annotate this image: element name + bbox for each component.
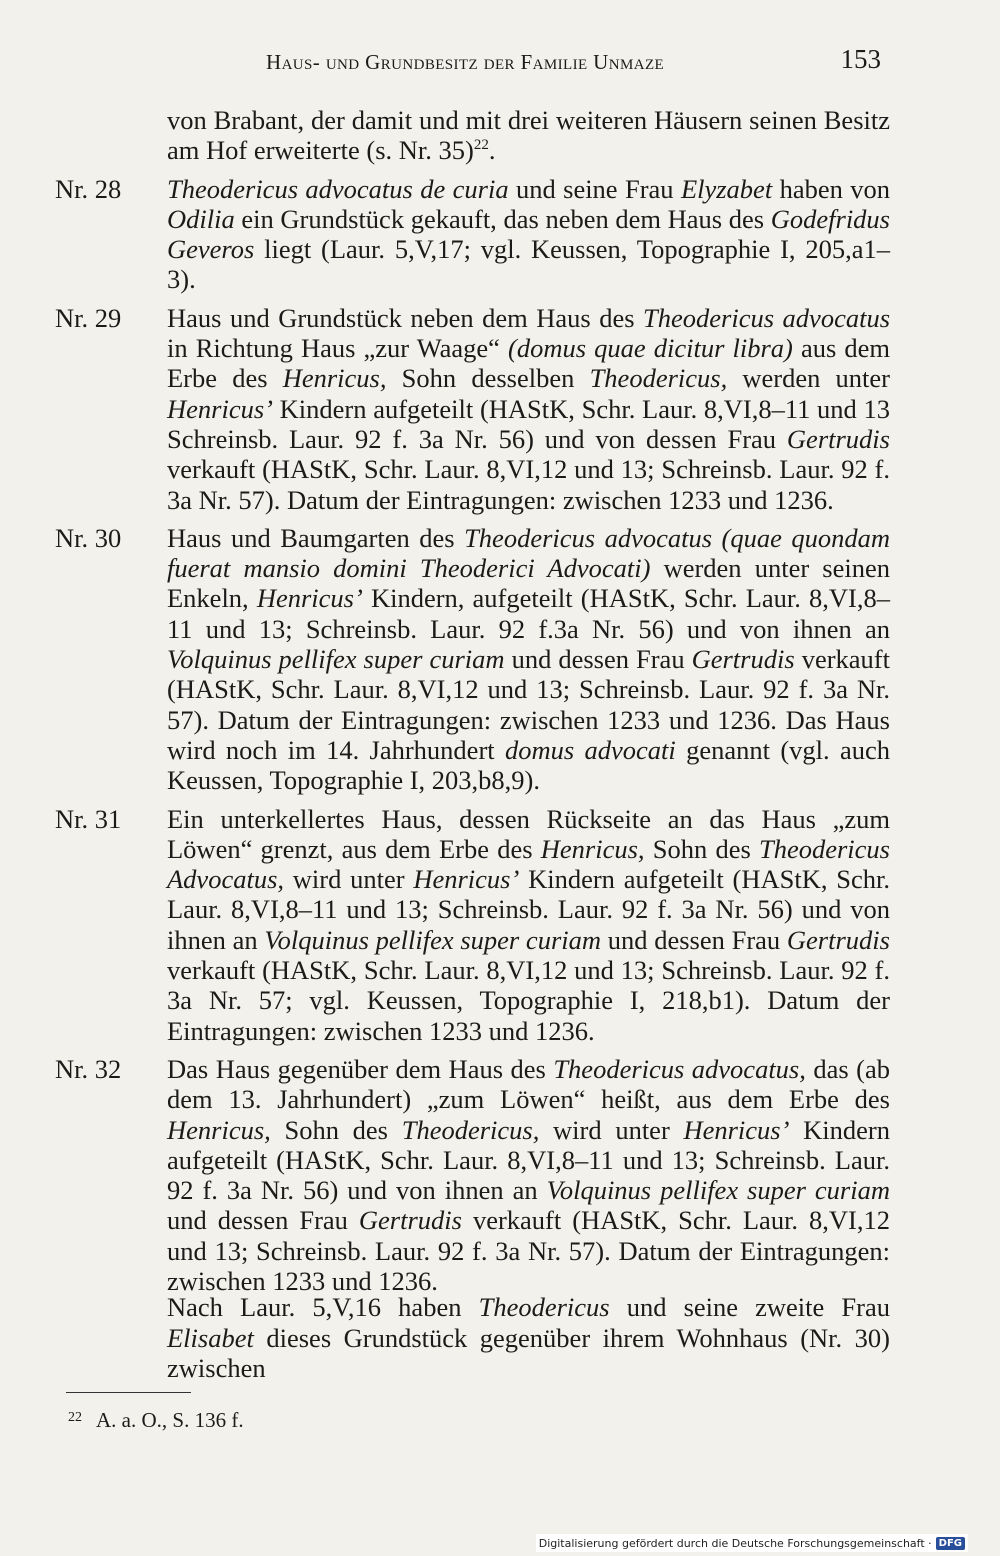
entry-number: Nr. 28	[55, 173, 122, 204]
entry-nr32-continuation: Nach Laur. 5,V,16 haben Theodericus und seine zweite Frau Elisabet dieses Grundstück gegenüber ihrem Wohnhaus (Nr. 30) zwischen	[167, 1292, 890, 1383]
credit-text: Digitalisierung gefördert durch die Deutsche Forschungsgemeinschaft ·	[538, 1536, 932, 1550]
entry-text: Ein unterkellertes Haus, dessen Rückseite an das Haus „zum Löwen“ grenzt, aus dem Erbe des Henricus, Sohn des Theodericus Advocatus, wird unter Henricus’ Kindern aufgeteilt (HAStK, Schr. Laur. 8,VI,8–11 und 13; Schreinsb. Laur. 92 f. 3a Nr. 56) und von ihnen an Volquinus pellifex super curiam und dessen Frau Gertrudis verkauft (HAStK, Schr. Laur. 8,VI,12 und 13; Schreinsb. Laur. 92 f. 3a Nr. 57; vgl. Keussen, Topographie I, 218,b1). Datum der Eintragungen: zwischen 1233 und 1236.	[167, 803, 890, 1046]
entry-text: Haus und Grundstück neben dem Haus des Theodericus advocatus in Richtung Haus „zur Waage“ (domus quae dicitur libra) aus dem Erbe des Henricus, Sohn desselben Theodericus, werden unter Henricus’ Kindern aufgeteilt (HAStK, Schr. Laur. 8,VI,8–11 und 13 Schreinsb. Laur. 92 f. 3a Nr. 56) und von dessen Frau Gertrudis verkauft (HAStK, Schr. Laur. 8,VI,12 und 13; Schreinsb. Laur. 92 f. 3a Nr. 57). Datum der Eintragungen: zwischen 1233 und 1236.	[167, 302, 891, 515]
entry-text: Haus und Baumgarten des Theodericus advocatus (quae quondam fuerat mansio domini Theoderici Advocati) werden unter seinen Enkeln, Henricus’ Kindern, aufgeteilt (HAStK, Schr. Laur. 8,VI,8–11 und 13; Schreinsb. Laur. 92 f.3a Nr. 56) und von ihnen an Volquinus pellifex super curiam und dessen Frau Gertrudis verkauft (HAStK, Schr. Laur. 8,VI,12 und 13; Schreinsb. Laur. 92 f. 3a Nr. 57). Datum der Eintragungen: zwischen 1233 und 1236. Das Haus wird noch im 14. Jahrhundert domus advocati genannt (vgl. auch Keussen, Topographie I, 203,b8,9).	[167, 522, 891, 796]
dfg-logo-icon: DFG	[936, 1537, 965, 1550]
entry-nr28	[55, 174, 890, 295]
running-title: Haus- und Grundbesitz der Familie Unmaze	[266, 50, 665, 74]
entry-number: Nr. 29	[55, 302, 122, 333]
footnote-divider	[66, 1392, 191, 1393]
digitization-credit	[536, 1534, 968, 1552]
entry-nr29	[55, 303, 890, 515]
footnote-number: 22	[68, 1410, 82, 1425]
entry-nr31	[55, 804, 890, 1046]
entry-number: Nr. 31	[55, 803, 122, 834]
footnote-text: A. a. O., S. 136 f.	[96, 1408, 244, 1432]
entry-text: Theodericus advocatus de curia und seine Frau Elyzabet haben von Odilia ein Grundstück gekauft, das neben dem Haus des Godefridus Geveros liegt (Laur. 5,V,17; vgl. Keussen, Topographie I, 205,a1–3).	[167, 173, 890, 295]
entry-nr32	[55, 1054, 890, 1296]
footnote	[68, 1408, 244, 1433]
entry-nr30	[55, 523, 890, 796]
entry-number: Nr. 30	[55, 522, 122, 553]
footnote-ref: 22	[473, 137, 489, 154]
entry-text: Das Haus gegenüber dem Haus des Theodericus advocatus, das (ab dem 13. Jahrhundert) „zum Löwen“ heißt, aus dem Erbe des Henricus, Sohn des Theodericus, wird unter Henricus’ Kindern aufgeteilt (HAStK, Schr. Laur. 8,VI,8–11 und 13; Schreinsb. Laur. 92 f. 3a Nr. 56) und von ihnen an Volquinus pellifex super curiam und dessen Frau Gertrudis verkauft (HAStK, Schr. Laur. 8,VI,12 und 13; Schreinsb. Laur. 92 f. 3a Nr. 57). Datum der Eintragungen: zwischen 1233 und 1236.	[167, 1053, 890, 1296]
entry-number: Nr. 32	[55, 1053, 122, 1084]
intro-paragraph	[55, 105, 890, 166]
intro-text: von Brabant, der damit und mit drei weiteren Häusern seinen Besitz am Hof erweiterte (s. Nr. 35)$^{22}$.	[167, 105, 890, 166]
running-header	[250, 44, 885, 78]
main-text	[55, 105, 890, 1383]
page-number: 153	[840, 44, 881, 74]
